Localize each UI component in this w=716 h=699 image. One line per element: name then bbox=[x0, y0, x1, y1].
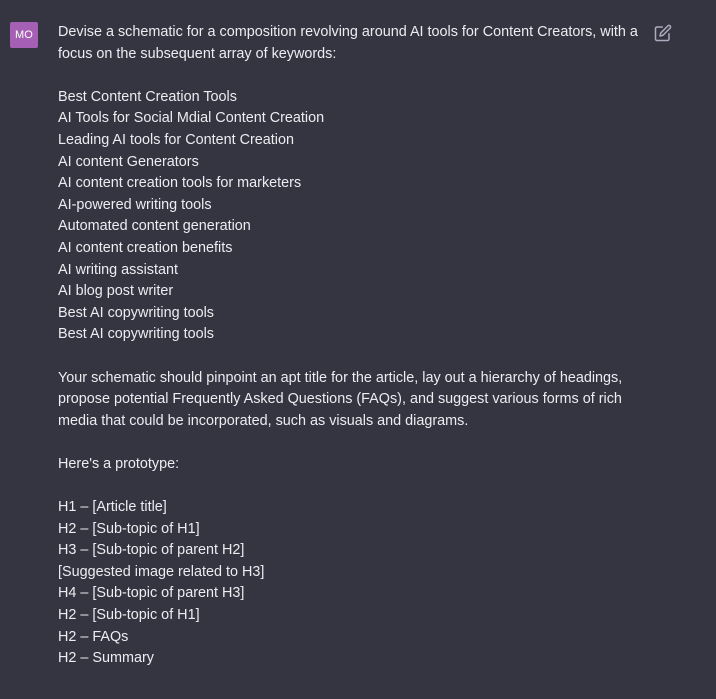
message-intro: Devise a schematic for a composition revolving around AI tools for Content Creators, with a focus on the subsequent array of keywords: bbox=[58, 24, 638, 62]
keyword-list bbox=[58, 87, 648, 346]
outline-item: H1 – [Article title] bbox=[58, 499, 167, 516]
keyword-item: AI content creation benefits bbox=[58, 239, 233, 256]
paragraph-gap bbox=[58, 432, 648, 454]
prototype-outline bbox=[58, 497, 648, 670]
outline-item: H2 – [Sub-topic of H1] bbox=[58, 607, 200, 624]
keyword-item: Best Content Creation Tools bbox=[58, 88, 237, 105]
outline-item: H2 – [Sub-topic of H1] bbox=[58, 520, 200, 537]
outline-item: H2 – Summary bbox=[58, 650, 154, 667]
keyword-item: AI-powered writing tools bbox=[58, 196, 212, 213]
keyword-item: Automated content generation bbox=[58, 218, 251, 235]
outline-item: H4 – [Sub-topic of parent H3] bbox=[58, 585, 245, 602]
message-body bbox=[58, 22, 648, 670]
keyword-item: AI blog post writer bbox=[58, 283, 174, 300]
keyword-item: Leading AI tools for Content Creation bbox=[58, 131, 294, 148]
paragraph-gap bbox=[58, 475, 648, 497]
outline-item: H3 – [Sub-topic of parent H2] bbox=[58, 542, 245, 559]
user-avatar bbox=[10, 22, 38, 48]
keyword-item: AI writing assistant bbox=[58, 261, 178, 278]
paragraph-gap bbox=[58, 346, 648, 368]
prototype-label: Here's a prototype: bbox=[58, 455, 180, 472]
keyword-item: AI content Generators bbox=[58, 153, 199, 170]
outline-item: [Suggested image related to H3] bbox=[58, 563, 265, 580]
avatar-initials: MO bbox=[14, 29, 34, 41]
edit-icon bbox=[654, 24, 672, 42]
paragraph-gap bbox=[58, 65, 648, 87]
keyword-item: AI Tools for Social Mdial Content Creation bbox=[58, 110, 325, 127]
keyword-item: Best AI copywriting tools bbox=[58, 304, 214, 321]
outline-item: H2 – FAQs bbox=[58, 628, 129, 645]
keyword-item: Best AI copywriting tools bbox=[58, 326, 214, 343]
message-instructions: Your schematic should pinpoint an apt title for the article, lay out a hierarchy of headings, propose potential Frequently Asked Questions (FAQs), and suggest various forms of rich media that could be incorporated, such as visuals and diagrams. bbox=[58, 369, 623, 429]
edit-message-button[interactable] bbox=[654, 24, 672, 42]
keyword-item: AI content creation tools for marketers bbox=[58, 175, 302, 192]
